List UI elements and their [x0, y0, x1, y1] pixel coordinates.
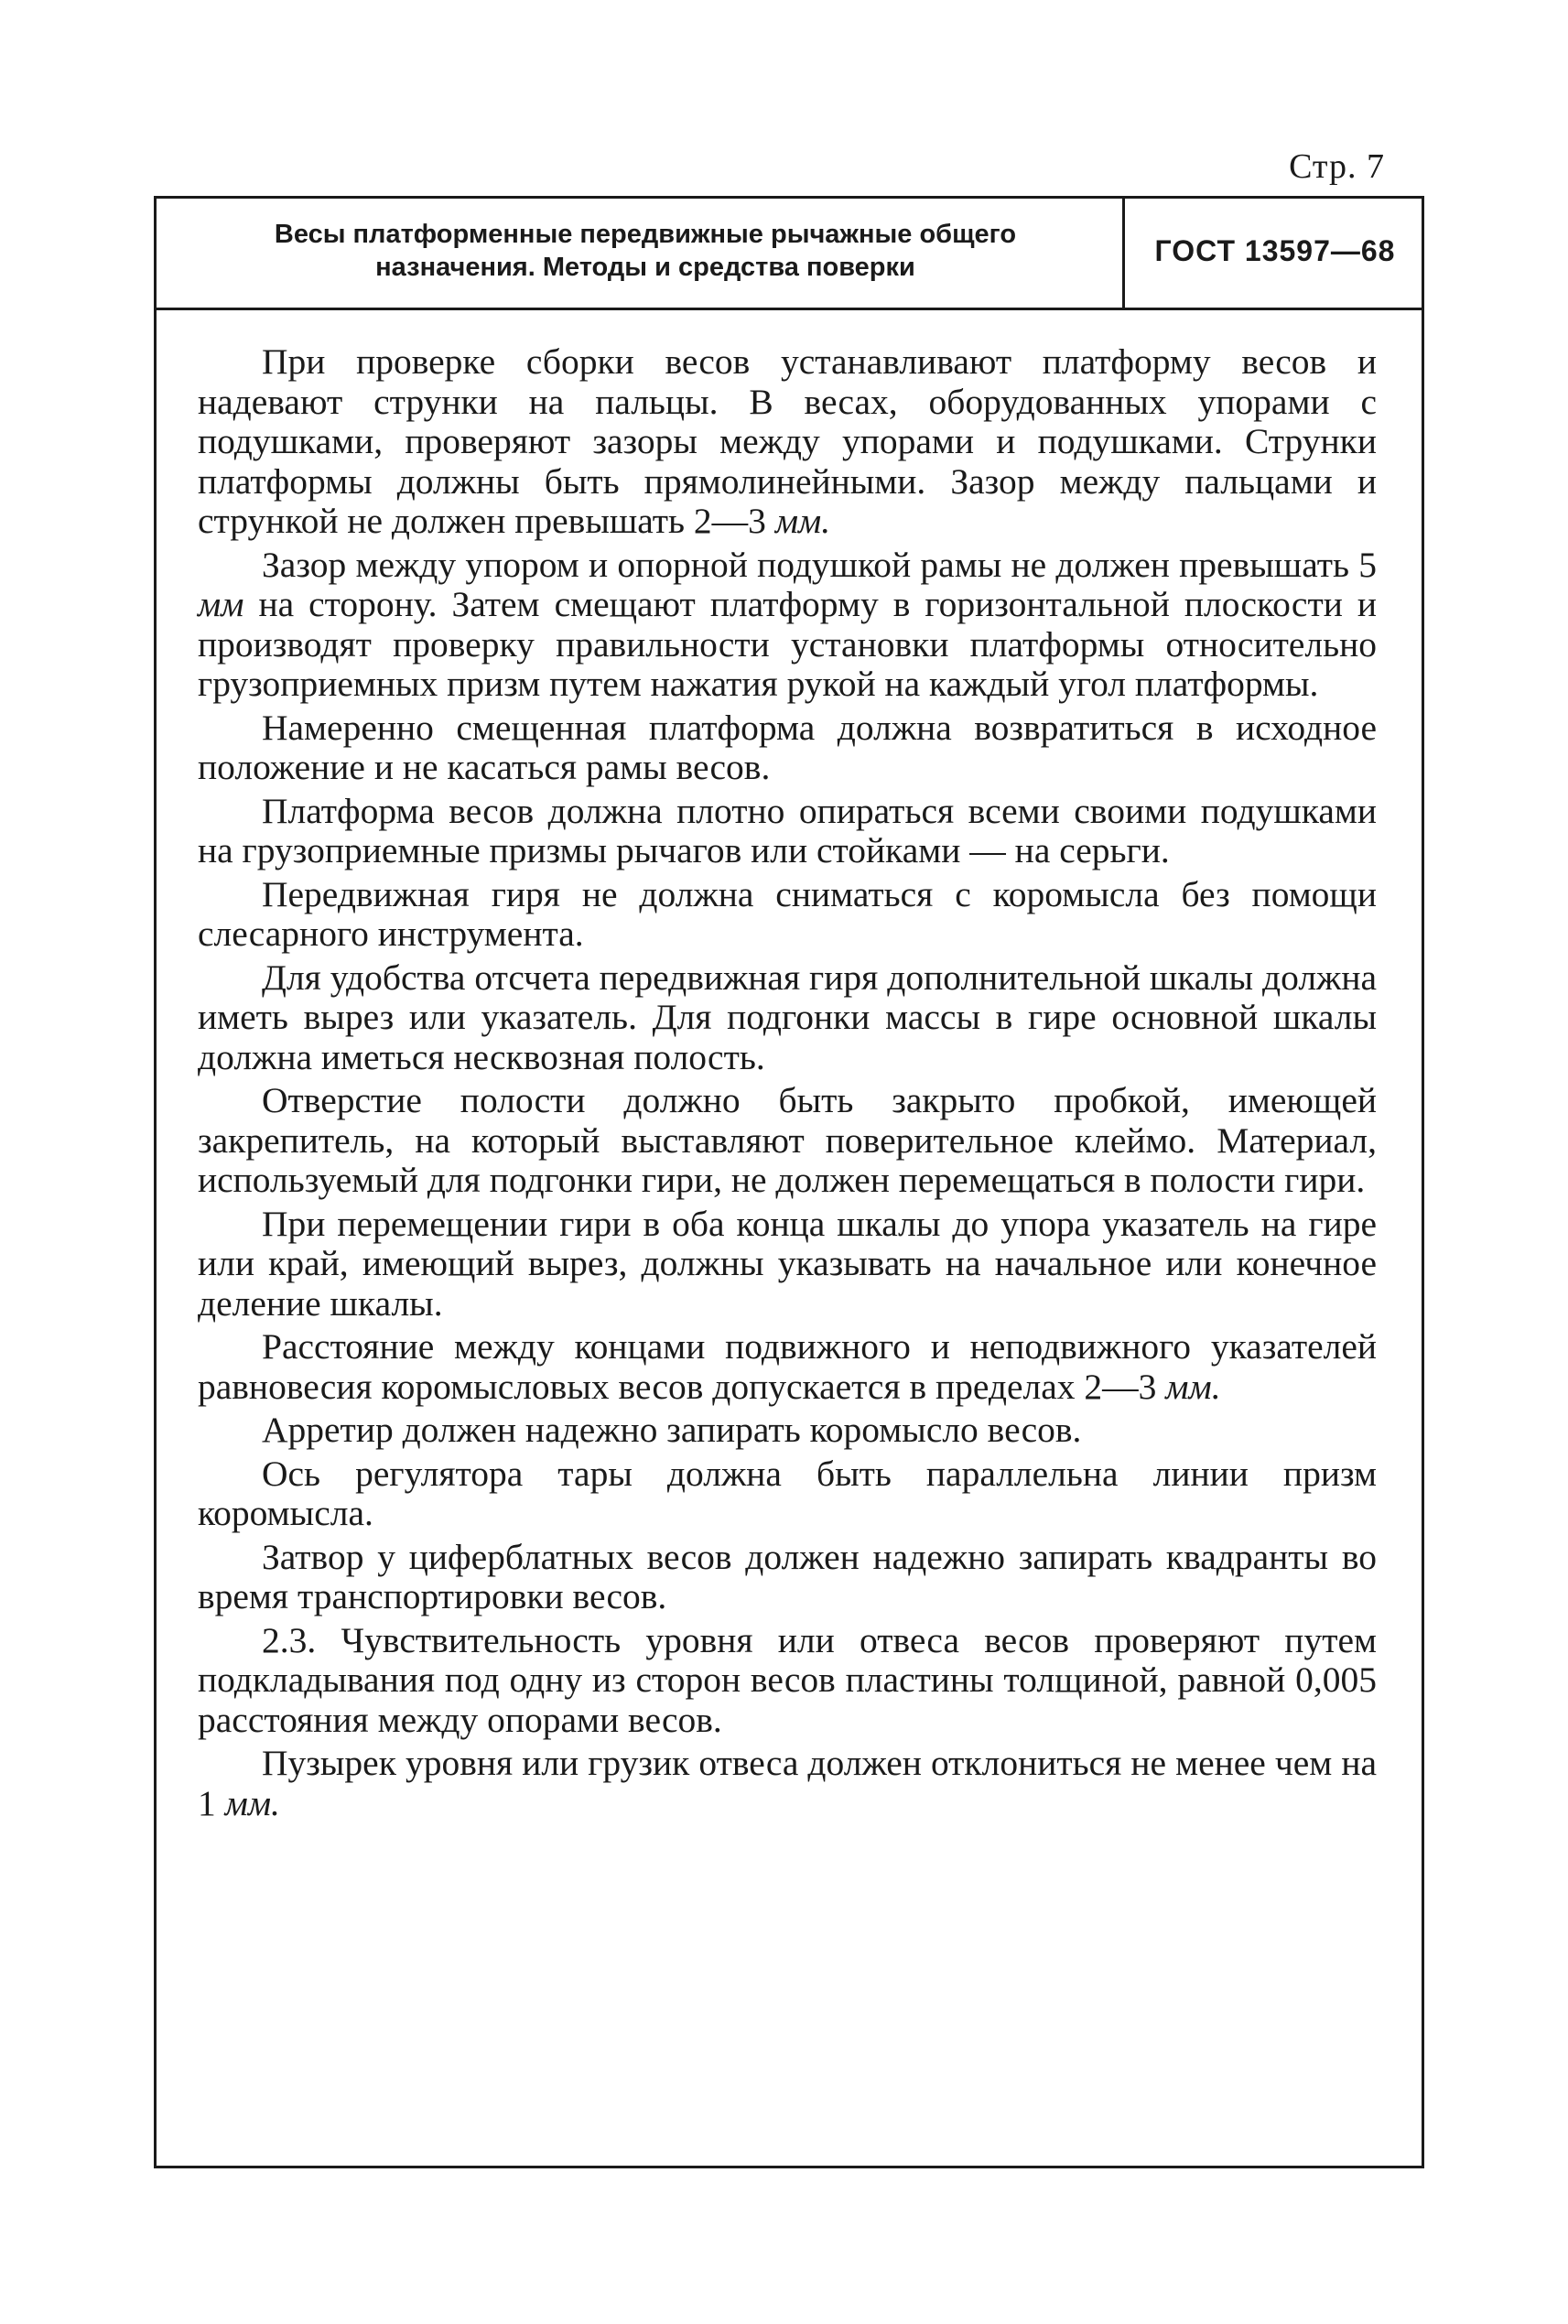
header-divider [1122, 196, 1125, 308]
paragraph-cavity-plug: Отверстие полости должно быть закрыто пробкой, имеющей закрепитель, на который выставляют поверительное клеймо. Материал, используемый для подгонки гири, не должен перемещаться в полости гири. [198, 1080, 1377, 1200]
page-number: Стр. 7 [1289, 147, 1385, 186]
document-title-line-2: назначения. Методы и средства поверки [375, 253, 915, 282]
paragraph-platform-support: Платформа весов должна плотно опираться всеми своими подушками на грузоприемные призмы рычагов или стойками — на серьги. [198, 790, 1377, 870]
header-bottom-rule [154, 308, 1424, 310]
paragraph-gap-check: Зазор между упором и опорной подушкой рамы не должен превышать 5 мм на сторону. Затем смещают платформу в горизонтальной плоскости и производят проверку правильности установки платформы относительно грузоприемных призм путем нажатия рукой на каждый угол платформы. [198, 544, 1377, 704]
paragraph-weight-notch: Для удобства отсчета передвижная гиря дополнительной шкалы должна иметь вырез или указатель. Для подгонки массы в гире основной шкалы должна иметься несквозная полость. [198, 957, 1377, 1077]
paragraph-sliding-weight: Передвижная гиря не должна сниматься с коромысла без помощи слесарного инструмента. [198, 873, 1377, 954]
body-text [198, 342, 1377, 1827]
standard-number: ГОСТ 13597—68 [1154, 234, 1396, 267]
paragraph-dial-lock: Затвор у циферблатных весов должен надежно запирать квадранты во время транспортировки весов. [198, 1536, 1377, 1616]
paragraph-scale-ends: При перемещении гири в оба конца шкалы до упора указатель на гире или край, имеющий вырез, должны указывать на начальное или конечное деление шкалы. [198, 1203, 1377, 1324]
paragraph-pointer-distance: Расстояние между концами подвижного и неподвижного указателей равновесия коромысловых весов допускается в пределах 2—3 мм. [198, 1326, 1377, 1407]
paragraph-platform-return: Намеренно смещенная платформа должна возвратиться в исходное положение и не касаться рамы весов. [198, 707, 1377, 787]
document-title [183, 218, 1108, 284]
document-title-line-1: Весы платформенные передвижные рычажные общего [274, 220, 1017, 249]
paragraph-tare-axis: Ось регулятора тары должна быть параллельна линии призм коромысла. [198, 1453, 1377, 1533]
bottom-rule [154, 2166, 1424, 2168]
paragraph-level-sensitivity: 2.3. Чувствительность уровня или отвеса весов проверяют путем подкладывания под одну из сторон весов пластины толщиной, равной 0,005 расстояния между опорами весов. [198, 1619, 1377, 1740]
paragraph-assembly-check: При проверке сборки весов устанавливают платформу весов и надевают струнки на пальцы. В весах, оборудованных упорами с подушками, проверяют зазоры между упорами и подушками. Струнки платформы должны быть прямолинейными. Зазор между пальцами и стрункой не должен превышать 2—3 мм. [198, 341, 1377, 541]
paragraph-arretir: Арретир должен надежно запирать коромысло весов. [262, 1410, 1082, 1450]
paragraph-bubble-deviation: Пузырек уровня или грузик отвеса должен отклониться не менее чем на 1 мм. [198, 1743, 1377, 1823]
